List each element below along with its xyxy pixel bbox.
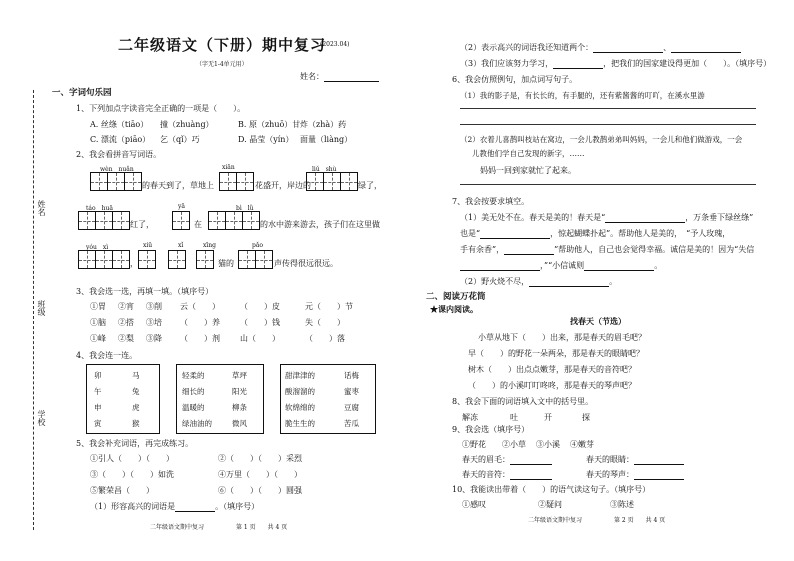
q3-text: 3、我会选一选，再填一填。（填序号）: [76, 287, 214, 296]
name-field[interactable]: 姓名：: [300, 71, 379, 82]
q5-sub3[interactable]: （3）我们应该努力学习， ，把我们的国家建设得更加（ ）。（填序号）: [460, 59, 772, 68]
poem-line-4: （ ）的小溪叮叮咚咚，那是春天的琴声吧？: [468, 381, 636, 390]
pinyin-6: bì lǜ: [236, 205, 254, 212]
t1-b4: 猴: [132, 419, 140, 428]
q8-word-4: 探: [582, 413, 590, 422]
sentence-6: 的水中游来游去，孩子们在这里做: [260, 220, 380, 229]
q9-text: 9、我会选（填序号）: [452, 425, 530, 434]
q5-sub1[interactable]: （1）形容高兴的词语是 。（填序号）: [90, 502, 260, 511]
side-class-label: 班级: [37, 300, 46, 316]
q3-row1-a: ①胃: [90, 302, 106, 311]
side-name-label: 姓名: [37, 200, 46, 216]
writing-grid-1[interactable]: [90, 172, 142, 191]
pinyin-11: pǎo: [252, 242, 264, 249]
q5-sub2[interactable]: （2）表示高兴的词语我还知道两个： 、: [460, 42, 741, 53]
q3-row3-b: ②梨: [118, 334, 134, 343]
q5-item-d[interactable]: ④万里（ ）（ ）: [218, 470, 302, 479]
writing-grid-2[interactable]: [219, 172, 254, 191]
t1-a3: 申: [94, 403, 102, 412]
q9-option-1: ①野花: [462, 440, 486, 449]
q8-text: 8、我会下面的词语填入文中的括号里。: [452, 397, 594, 406]
q1-option-b2: 炸（zhà）药: [300, 120, 347, 129]
footer-title: 二年级语文期中复习: [150, 524, 205, 531]
q5-item-a[interactable]: ①引人（ ）（ ）: [90, 454, 174, 463]
q1-option-c: C. 漂流（piāo）: [90, 135, 151, 144]
q3-row2-blank1[interactable]: （ ）养: [180, 318, 220, 327]
q7-line-d[interactable]: ，”“小信诚则 。: [460, 260, 662, 271]
t3-b3: 豆腐: [344, 403, 359, 412]
sentence-3: 绿了，: [358, 181, 382, 190]
t2-a4: 绿油油的: [182, 419, 212, 428]
pinyin-8: xiū: [143, 242, 153, 249]
writing-grid-9[interactable]: [168, 250, 186, 269]
t3-a2: 酸溜溜的: [285, 387, 315, 396]
writing-grid-6[interactable]: [208, 211, 260, 230]
pinyin-10: xīng: [203, 242, 217, 249]
pinyin-2: xiān: [222, 164, 235, 171]
poem-line-2: 早（ ）的野花一朵两朵，那是春天的眼睛吧？: [468, 349, 644, 358]
q9-option-3: ③小溪: [536, 440, 560, 449]
sentence-9: 声传得很远很远。: [274, 259, 338, 268]
q3-row2-blank2[interactable]: （ ）钱: [240, 318, 280, 327]
q3-row2-c: ③培: [146, 318, 162, 327]
writing-grid-3[interactable]: [306, 172, 358, 191]
t3-a1: 甜津津的: [285, 371, 315, 380]
footer-title: 二年级语文期中复习: [528, 517, 583, 524]
t3-a3: 软绵绵的: [285, 403, 315, 412]
q6-example-1: （1）我的影子是，有长长的，有手腿的，还有紫酱酱的叮吖，在溪水里游: [460, 91, 705, 100]
pinyin-4: táo huā: [86, 205, 113, 212]
section-2-heading: 二、阅读万花筒: [426, 292, 486, 302]
pinyin-7: yóu xì: [86, 244, 109, 251]
q5-item-b[interactable]: ②（ ）（ ）采烈: [218, 454, 302, 463]
q10-option-1: ①感叹: [462, 500, 486, 509]
q3-row1-b: ②宵: [118, 302, 134, 311]
right-page: [410, 0, 794, 561]
t2-b3: 柳条: [232, 403, 247, 412]
binding-line: [33, 90, 34, 530]
t3-a4: 脆生生的: [285, 419, 315, 428]
answer-line[interactable]: [460, 184, 756, 185]
date-tag: (2023.04): [320, 41, 350, 48]
q5-text: 5、我会补充词语，再完成练习。: [76, 439, 194, 448]
q3-row1-c: ③削: [146, 302, 162, 311]
q10-text: 10、我能读出带着（ ）的语气读这句子。（填序号）: [452, 485, 651, 494]
q3-row2-b: ②搭: [118, 318, 134, 327]
q5-item-f[interactable]: ⑥（ ）（ ）圆强: [218, 486, 302, 495]
t1-b1: 马: [132, 371, 140, 380]
q6-prompt: 妈妈一回到家就忙了起来。: [480, 166, 576, 175]
q3-row1-blank2[interactable]: （ ）皮: [240, 302, 280, 311]
q10-option-3: ③陈述: [610, 500, 634, 509]
sentence-2: 花盛开，岸边的: [255, 181, 311, 190]
poem-title: 找春天（节选）: [570, 316, 626, 326]
q3-row3-blank1[interactable]: （ ）剂: [180, 334, 220, 343]
q6-example-2b: 儿教他们学自己发现的新字，……: [472, 149, 585, 158]
t1-a2: 午: [94, 387, 102, 396]
writing-grid-7[interactable]: [78, 250, 130, 269]
page-title: 二年级语文（下册）期中复习: [118, 36, 327, 54]
q9-blank-b[interactable]: 春天的眼睛：: [586, 454, 684, 465]
t2-b2: 阳光: [232, 387, 247, 396]
t2-a1: 轻柔的: [182, 371, 205, 380]
pinyin-9: xǐ: [178, 242, 184, 249]
q1-option-c2: 乞（qǐ）巧: [160, 135, 200, 144]
section-1-heading: 一、字词句乐园: [52, 88, 112, 98]
sentence-4: 红了，: [130, 220, 154, 229]
scope-note: （字无1-4单元用）: [196, 61, 248, 68]
writing-grid-4[interactable]: [78, 211, 130, 230]
t3-b4: 苦瓜: [344, 419, 359, 428]
t1-b2: 兔: [132, 387, 140, 396]
q6-text: 6、我会仿照例句，加点词写句子。: [452, 75, 578, 84]
q3-row2-blank3[interactable]: 失（ ）: [305, 318, 345, 327]
poem-line-3: 树木（ ）出点点嫩芽，那是春天的音符吧？: [468, 365, 636, 374]
q5-item-e[interactable]: ⑤繁荣昌（ ）: [90, 486, 154, 495]
q3-row3-blank2[interactable]: 山（ ）: [240, 334, 280, 343]
side-school-label: 学校: [37, 410, 46, 426]
footer-page: 第 2 页 共 4 页: [614, 517, 666, 524]
poem-line-1: 小草从地下（ ）出来，那是春天的眉毛吧？: [478, 333, 646, 342]
q3-row3-blank3[interactable]: （ ）落: [305, 334, 345, 343]
q4-text: 4、我会连一连。: [76, 351, 138, 360]
t2-a2: 细长的: [182, 387, 205, 396]
q1-option-b: B. 原（zhuō）甘: [238, 120, 301, 129]
pinyin-3: liǔ shù: [312, 166, 337, 173]
q7-line-b[interactable]: 也是“ ，惊起蝴蝶扑起”。帮助他人是美的， “予人玫瑰，: [460, 229, 731, 238]
t2-b1: 草坪: [232, 371, 247, 380]
q1-option-d2: 面量（liàng）: [300, 135, 353, 144]
answer-line[interactable]: [460, 124, 756, 125]
pinyin-5: yā: [178, 203, 185, 210]
sentence-5: 在: [194, 220, 202, 229]
q7-line-c[interactable]: 手有余香”， ”帮助他人，自己也会觉得幸福。诚信是美的！因为“失信: [460, 245, 755, 254]
t3-b1: 话梅: [344, 371, 359, 380]
q10-option-2: ②疑问: [538, 500, 562, 509]
q1-option-a2: 撞（zhuàng）: [160, 120, 214, 129]
q3-row3-c: ③降: [146, 334, 162, 343]
t1-a4: 寅: [94, 419, 102, 428]
writing-grid-8[interactable]: [138, 250, 156, 269]
pinyin-1: wèn nuǎn: [100, 166, 134, 173]
q7-line-e[interactable]: （2）野火烧不尽， 。: [460, 277, 618, 286]
t3-b2: 蜜枣: [344, 387, 359, 396]
q6-example-2: （2）衣着儿喜鹊叫枝站在窝边，一会儿教鹊弟弟叫妈妈，一会儿和他们做游戏，一会: [460, 135, 743, 144]
q1-option-a: A. 丝绦（tiāo）: [90, 120, 149, 129]
q2-text: 2、我会看拼音写词语。: [76, 150, 162, 159]
q7-line-a[interactable]: （1）美无处不在。春天是美的！春天是“ ，万条垂下绿丝绦”: [460, 213, 754, 222]
q8-word-2: 吐: [510, 413, 518, 422]
q9-option-4: ④嫩芽: [570, 440, 594, 449]
q9-blank-d[interactable]: 春天的琴声：: [586, 469, 684, 480]
q9-blank-c[interactable]: 春天的音符：: [462, 469, 552, 480]
t1-a1: 卯: [94, 371, 102, 380]
t2-b4: 微风: [232, 419, 247, 428]
t2-a3: 温暖的: [182, 403, 205, 412]
sentence-7: ，: [130, 259, 138, 268]
q3-row3-a: ①峰: [90, 334, 106, 343]
footer-page: 第 1 页 共 4 页: [236, 524, 288, 531]
writing-grid-11[interactable]: [238, 250, 273, 269]
q1-text: 1、下列加点字读音完全正确的一项是（ ）。: [76, 104, 246, 113]
q3-row1-blank3[interactable]: 元（ ）节: [305, 302, 353, 311]
sentence-8: 猫的: [218, 259, 234, 268]
q7-text: 7、我会按要求填空。: [452, 197, 530, 206]
q8-word-3: 开: [544, 413, 552, 422]
reading-subheading: ★课内阅读。: [430, 304, 478, 314]
writing-grid-10[interactable]: [196, 250, 214, 269]
writing-grid-5[interactable]: [172, 211, 190, 230]
t1-b3: 虎: [132, 403, 140, 412]
q1-option-d: D. 晶莹（yín）: [238, 135, 294, 144]
sentence-1: 的春天到了，草地上: [142, 181, 214, 190]
q8-word-1: 解冻: [462, 413, 478, 422]
q9-option-2: ②小草: [502, 440, 526, 449]
q5-item-c[interactable]: ③（ ）（ ）如洗: [90, 470, 174, 479]
q3-row1-blank1[interactable]: 云（ ）: [180, 302, 220, 311]
q3-row2-a: ①脑: [90, 318, 106, 327]
q9-blank-a[interactable]: 春天的眉毛：: [462, 454, 552, 465]
answer-line[interactable]: [460, 108, 756, 109]
